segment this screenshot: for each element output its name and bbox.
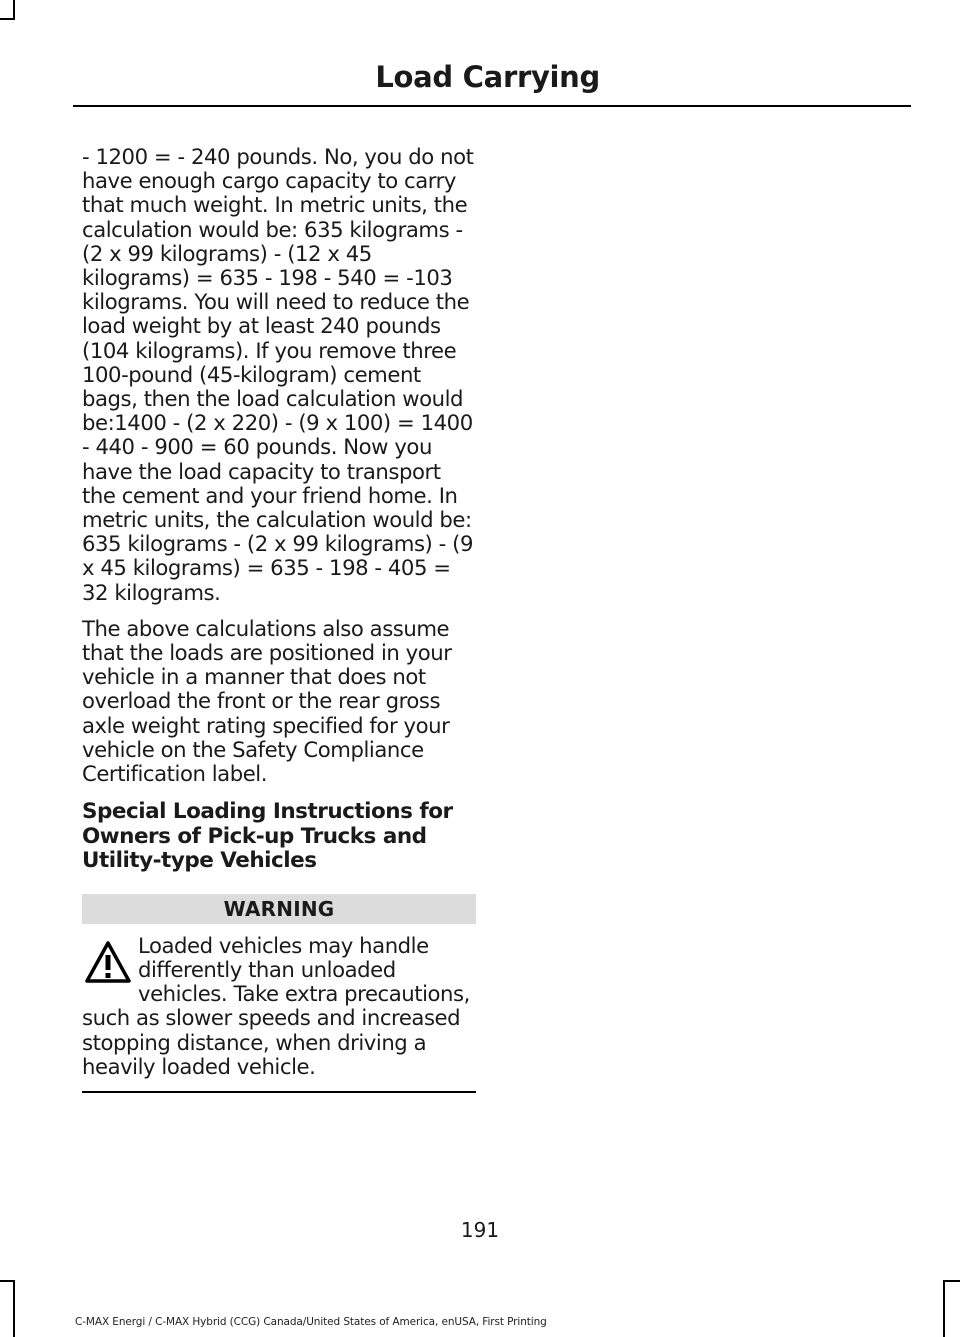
crop-mark <box>0 1280 15 1282</box>
warning-box <box>82 934 476 1093</box>
body-paragraph: - 1200 = - 240 pounds. No, you do not have enough cargo capacity to carry that much weight. In metric units, the calculation would be: 635 kilograms - (2 x 99 kilograms) - (12 x 45 kilograms) = 635 - 198 - 540 = -103 kilograms. You will need to reduce the load weight by at least 240 pounds (104 kilograms). If you remove three 100-pound (45-kilogram) cement bags, then the load calculation would be:1400 - (2 x 220) - (9 x 100) = 1400 - 440 - 900 = 60 pounds. Now you have the load capacity to transport the cement and your friend home. In metric units, the calculation would be: 635 kilograms - (2 x 99 kilograms) - (9 x 45 kilograms) = 635 - 198 - 405 = 32 kilograms. <box>82 144 474 605</box>
crop-mark <box>943 1280 960 1282</box>
crop-mark <box>13 0 15 20</box>
page-number: 191 <box>460 1218 500 1242</box>
crop-mark <box>13 1280 15 1337</box>
section-heading: Special Loading Instructions for Owners of Pick-up Trucks and Utility-type Vehicles <box>82 799 453 874</box>
body-paragraph: The above calculations also assume that the loads are positioned in your vehicle in a manner that does not overload the front or the rear gross axle weight rating specified for your vehicle on the Safety Compliance Certification label. <box>82 615 452 787</box>
warning-triangle-icon <box>84 940 132 984</box>
crop-mark <box>0 18 15 20</box>
crop-mark <box>943 1280 945 1337</box>
warning-text: Loaded vehicles may handle differently than unloaded vehicles. Take extra precautions, such as slower speeds and increased stopping distance, when driving a heavily loaded vehicle. <box>82 932 470 1079</box>
header-divider <box>73 105 911 107</box>
footer-text: C-MAX Energi / C-MAX Hybrid (CCG) Canada/United States of America, enUSA, First Printing <box>75 1316 547 1328</box>
text-column <box>82 145 476 1093</box>
warning-label: WARNING <box>82 894 476 924</box>
page-title: Load Carrying <box>375 60 600 94</box>
